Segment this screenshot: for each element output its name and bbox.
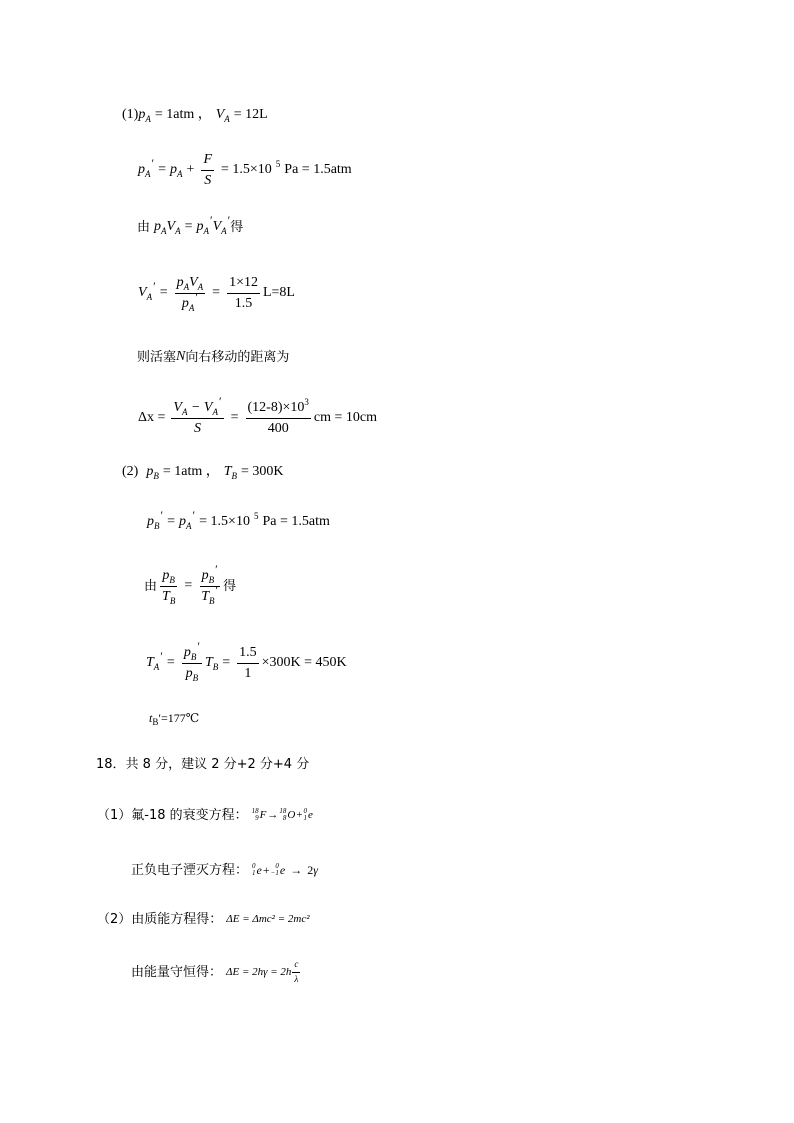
var-n: N [176, 349, 186, 364]
frac-12-15 [227, 275, 260, 311]
va-result: L=8L [262, 285, 295, 300]
q18-s3 [131, 957, 303, 987]
pa-value: = 1atm ， [154, 107, 212, 122]
frac-pb-tb [160, 568, 177, 604]
frac-num: $p_B'$ [201, 562, 218, 586]
text-b: 向右移动的距离为 [185, 349, 290, 365]
q18-s1b [131, 863, 318, 877]
t-var: t [149, 711, 153, 725]
f-over-s [201, 152, 214, 188]
ta-prime: $T_A'$ [146, 649, 163, 672]
q18-header [96, 758, 309, 771]
tb-value: = 300K [241, 464, 284, 479]
p1-line1 [122, 108, 272, 122]
pava-prime: $p_A'V_A'$ [196, 213, 231, 236]
idx: 18 8 [279, 807, 287, 822]
p2-line5 [149, 711, 200, 727]
frac-num: F [201, 152, 214, 170]
pb-value: = 1atm ， [162, 464, 220, 479]
pb-prime: $p_B'$ [147, 508, 164, 531]
frac-num: 1.5 [237, 645, 259, 663]
frac-den: 1 [244, 665, 252, 681]
p2-line1 [122, 465, 288, 479]
frac-den: 1.5 [234, 295, 253, 311]
frac-den: $p_B$ [185, 665, 199, 683]
p-value-mid: = 1.5×10 [199, 514, 250, 529]
eq-sign: = [184, 578, 193, 593]
you-prefix: 由 [137, 219, 151, 235]
de-suffix: 得 [230, 219, 244, 235]
ta-result: ×300K = 450K [261, 655, 347, 670]
t-sub: B [152, 716, 159, 727]
pa-prime: $p_A'$ [138, 156, 155, 179]
tb-var: $T_B$ [204, 655, 219, 672]
eq-sign: = [158, 162, 167, 177]
c-over-lambda [292, 960, 300, 985]
pava: $p_AV_A$ [154, 219, 181, 236]
idx: 0 1 [303, 807, 308, 822]
pb-var: $p_B$ [146, 464, 159, 481]
de-suffix: 得 [223, 578, 237, 594]
tb-var: $T_B$ [223, 464, 238, 481]
va-prime: $V_A'$ [138, 279, 156, 302]
p-value-exp: 5 [253, 510, 259, 521]
pa-prime: $p_A'$ [179, 508, 196, 531]
arrow: → [267, 808, 279, 821]
frac-num: $p_B$ [162, 568, 175, 586]
eq-sign: = [166, 655, 175, 670]
text-a: 则活塞 [137, 349, 177, 365]
frac-15-1 [237, 645, 259, 681]
s1-label: （1）氟-18 的衰变方程： [97, 807, 248, 823]
frac-pava-pa [175, 275, 206, 311]
frac-den: 400 [267, 420, 289, 436]
coef: 2 [307, 863, 314, 877]
frac-den: $p_A'$ [181, 289, 198, 313]
frac-num: $p_AV_A$ [176, 275, 204, 293]
idx: 18 9 [251, 807, 259, 822]
p-value-tail: Pa = 1.5atm [284, 162, 352, 177]
p2-line3 [144, 564, 236, 608]
frac-den: S [204, 172, 212, 188]
frac-den: $T_B'$ [201, 582, 219, 606]
eq-sign: = [167, 514, 176, 529]
plus-sign: + [186, 162, 195, 177]
plus: + [262, 863, 270, 877]
frac-pb-ratio [182, 639, 202, 683]
p1-line4 [138, 270, 295, 316]
plus: + [296, 808, 303, 821]
pa-var: $p_A$ [138, 107, 151, 124]
eq-sign: = [222, 655, 231, 670]
eq-sign: = [184, 219, 193, 234]
p-value-exp: 5 [275, 158, 281, 169]
frac-va-diff [171, 394, 223, 436]
frac-den: S [194, 420, 201, 436]
you-prefix: 由 [144, 578, 158, 594]
frac-den: $T_B$ [162, 588, 176, 606]
dx-result: cm = 10cm [313, 410, 377, 425]
q18-s2 [97, 913, 310, 926]
idx: 0 1 [252, 862, 256, 877]
p2-line2 [147, 508, 334, 531]
p1-line6 [138, 396, 377, 440]
frac-num: 1×12 [227, 275, 260, 293]
p1-line2 [138, 150, 356, 190]
num-exp: 3 [304, 397, 309, 408]
p1-line5 [137, 350, 289, 364]
frac-num: $p_B'$ [183, 639, 200, 663]
eq-sign: = [230, 410, 239, 425]
annihilation-equation: 0 1 e + 0 −1 e → 2 γ [252, 862, 318, 877]
frac-den: λ [294, 973, 299, 984]
eq-sign: = [212, 285, 221, 300]
idx: 0 −1 [270, 862, 279, 877]
frac-num: c [292, 960, 300, 973]
frac-num [246, 397, 311, 418]
q18-s1 [97, 808, 313, 822]
p2-line4 [146, 640, 347, 686]
arrow: → [290, 863, 303, 877]
va-value: = 12L [233, 107, 268, 122]
s2-label: （2）由质能方程得： [97, 912, 223, 927]
p-value-mid: = 1.5×10 [221, 162, 272, 177]
frac-12-8 [246, 397, 311, 436]
p2-label: (2) [122, 464, 139, 479]
p-value-tail: Pa = 1.5atm [262, 514, 330, 529]
decay-equation: 18 9 F → 18 8 O + 0 1 e [251, 807, 313, 822]
s3-label: 由能量守恒得： [131, 964, 223, 980]
t-result: ′=177℃ [158, 711, 200, 725]
p1-line3 [137, 213, 244, 236]
p1-label: (1) [122, 107, 139, 122]
frac-num: $V_A - V_A'$ [173, 394, 222, 418]
s1b-label: 正负电子湮灭方程： [131, 862, 249, 878]
pa-var2: $p_A$ [170, 162, 183, 179]
q18-header-text: 18．共 8 分，建议 2 分+2 分+4 分 [96, 757, 310, 772]
delta-x: Δx = [138, 410, 166, 425]
frac-pb-tb-prime [199, 562, 220, 606]
eq-sign: = [159, 285, 168, 300]
s2-equation: ΔE = Δmc² = 2mc² [226, 913, 310, 925]
num-text: (12-8)×10 [247, 400, 305, 416]
va-var: $V_A$ [215, 107, 230, 124]
s3-equation: ΔE = 2hγ = 2h [226, 965, 292, 978]
